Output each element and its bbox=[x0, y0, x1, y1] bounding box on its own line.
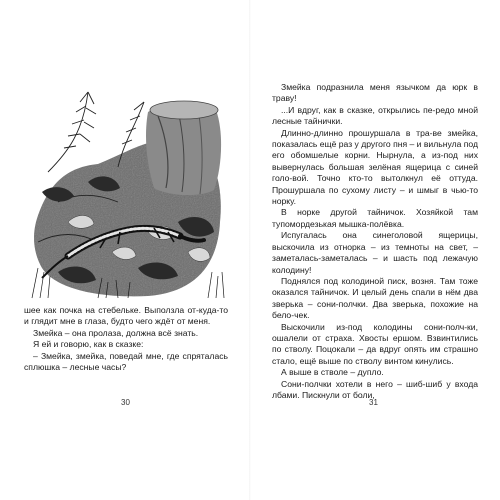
left-paragraph-3: Я ей и говорю, как в сказке: bbox=[33, 339, 144, 350]
right-page-text bbox=[272, 82, 478, 401]
right-page bbox=[250, 0, 500, 500]
left-page-text bbox=[24, 305, 228, 373]
right-paragraph-2: ...И вдруг, как в сказке, открылись пе-редо мной лесные тайнички. bbox=[272, 104, 478, 127]
right-paragraph-6: Поднялся под колодиной писк, возня. Там тоже оказался тайничок. И целый день спали в нём два зверька – сони-полчки. Два зверька, похожие на бело-чек. bbox=[272, 275, 478, 321]
left-paragraph-4: – Змейка, змейка, поведай мне, где спряталась сплюшка – лесные часы? bbox=[24, 350, 228, 373]
right-paragraph-5: Испугалась она синеголовой ящерицы, выскочила из отнорка – из темноты на свет, – заметалась-заметалась – и шасть под лежачую колодину! bbox=[272, 230, 478, 275]
right-paragraph-9: Сони-полчки хотели в него – шиб-шиб у входа лбами. Пискнули от боли, bbox=[272, 378, 478, 400]
right-paragraph-3: Длинно-длинно прошуршала в тра-ве змейка, показалась ещё раз у другого пня – и вильнула под его обомшелые корни. Нырнула, а из-под них вывернулась большая зелёная ящерица с синей голо-вой. Точно кто-то вытолкнул её оттуда. Прошуршала по сухому листу – и шмыг в чью-то норку. bbox=[272, 127, 479, 207]
right-paragraph-8: А выше в стволе – дупло. bbox=[281, 367, 384, 378]
right-paragraph-7: Выскочили из-под колодины сони-полч-ки, ошалели от страха. Хвосты ершом. Взвинтились по стволу. Поцокали – да вдруг опять им страшно стало, ещё выше по стволу винтом кинулись. bbox=[272, 321, 478, 366]
forest-lizard-drawing bbox=[28, 72, 228, 300]
page-number-left: 30 bbox=[121, 398, 130, 407]
right-paragraph-4: В норке другой тайничок. Хозяйкой там тупомордезькая мышка-полёвка. bbox=[272, 207, 478, 229]
left-paragraph-1: шее как почка на стебельке. Выползла от-куда-то и глядит мне в глаза, будто чего ждёт от меня. bbox=[24, 305, 228, 327]
page-number-right: 31 bbox=[369, 398, 378, 407]
left-paragraph-2: Змейка – она пролаза, должна всё знать. bbox=[33, 327, 199, 338]
right-paragraph-1: Змейка подразнила меня язычком да юрк в траву! bbox=[272, 82, 478, 104]
forest-illustration bbox=[28, 72, 228, 300]
